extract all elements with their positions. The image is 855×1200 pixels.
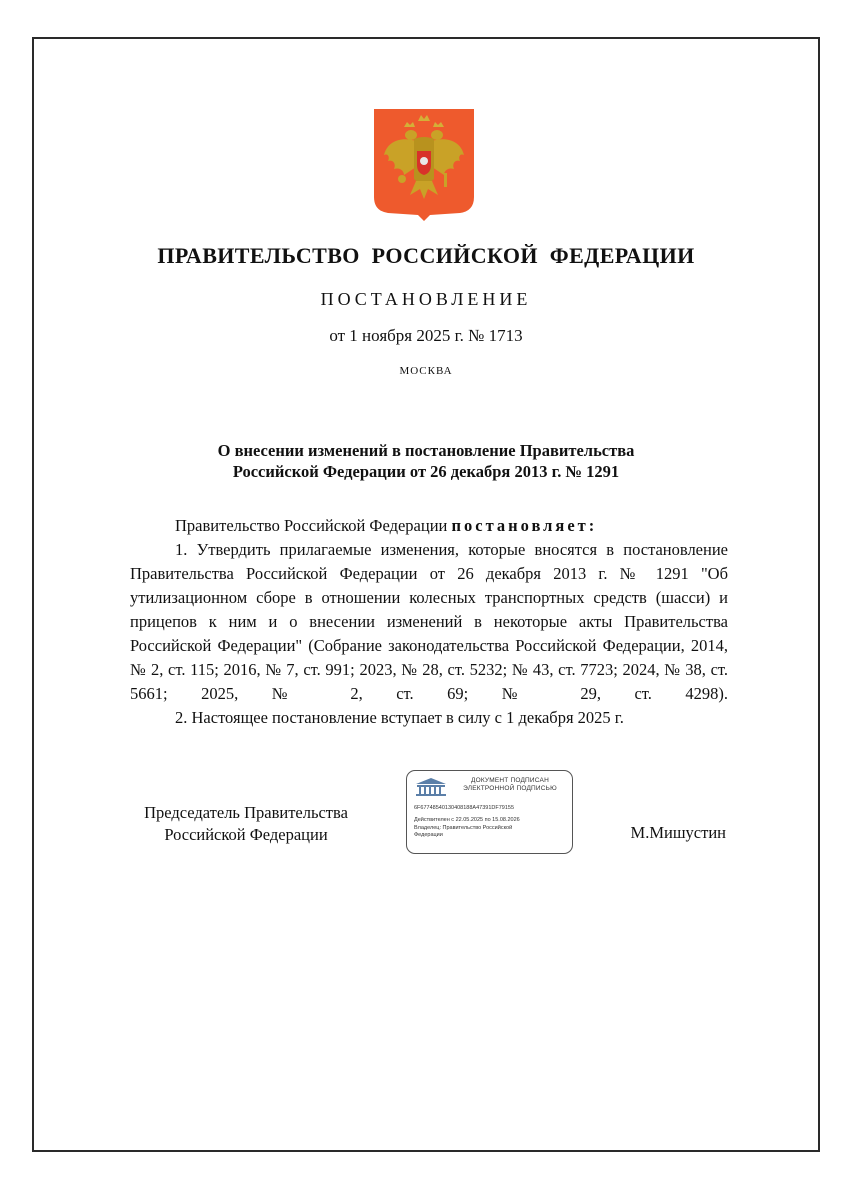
government-title: ПРАВИТЕЛЬСТВО РОССИЙСКОЙ ФЕДЕРАЦИИ (157, 243, 695, 268)
document-place: МОСКВА (399, 365, 453, 377)
stamp-validity: Действителен с 22.05.2025 по 15.08.2026 (414, 817, 520, 823)
stamp-certificate: 6F67748540130408188A47391DF79155 (414, 805, 515, 811)
stamp-title-line-2: ЭЛЕКТРОННОЙ ПОДПИСЬЮ (463, 785, 557, 792)
stamp-owner-line-1: Владелец: Правительство Российской (414, 825, 513, 831)
electronic-signature-stamp (406, 770, 573, 854)
preamble (130, 514, 728, 538)
stamp-title-line-1: ДОКУМЕНТ ПОДПИСАН (471, 777, 549, 784)
signatory-position (126, 802, 366, 846)
preamble-text: Правительство Российской Федерации (175, 516, 448, 535)
decree-word: постановляет: (451, 516, 598, 535)
coat-of-arms-icon (374, 109, 474, 221)
stamp-owner-line-2: Федерации (414, 832, 443, 838)
subject-line-2: Российской Федерации от 26 декабря 2013 г. № 1291 (232, 462, 620, 481)
document-body (130, 514, 728, 730)
document-page (32, 37, 820, 1152)
paragraph-2: 2. Настоящее постановление вступает в силу с 1 декабря 2025 г. (175, 708, 624, 727)
stamp-title (451, 777, 569, 793)
document-subject (34, 440, 818, 482)
document-type: ПОСТАНОВЛЕНИЕ (320, 289, 532, 309)
government-building-icon (414, 776, 448, 798)
signatory-position-line-1: Председатель Правительства (144, 803, 348, 822)
paragraph-1: 1. Утвердить прилагаемые изменения, которые вносятся в постановление Правительства Российской Федерации от 26 декабря 2013 г. № 1291 "Об утилизационном сборе в отношении колесных транспортных средств (шасси) и прицепов к ним и о внесении изменений в некоторые акты Правительства Российской Федерации" (Собрание законодательства Российской Федерации, 2014, № 2, ст. 115; 2016, № 7, ст. 991; 2023, № 28, ст. 5232; № 43, ст. 7723; 2024, № 38, ст. 5661; 2025, № 2, ст. 69; № 29, ст. 4298). (130, 540, 728, 703)
signatory-name: М.Мишустин (630, 823, 726, 842)
document-date-number: от 1 ноября 2025 г. № 1713 (329, 326, 523, 345)
signatory-position-line-2: Российской Федерации (164, 825, 328, 844)
subject-line-1: О внесении изменений в постановление Правительства (217, 441, 635, 460)
